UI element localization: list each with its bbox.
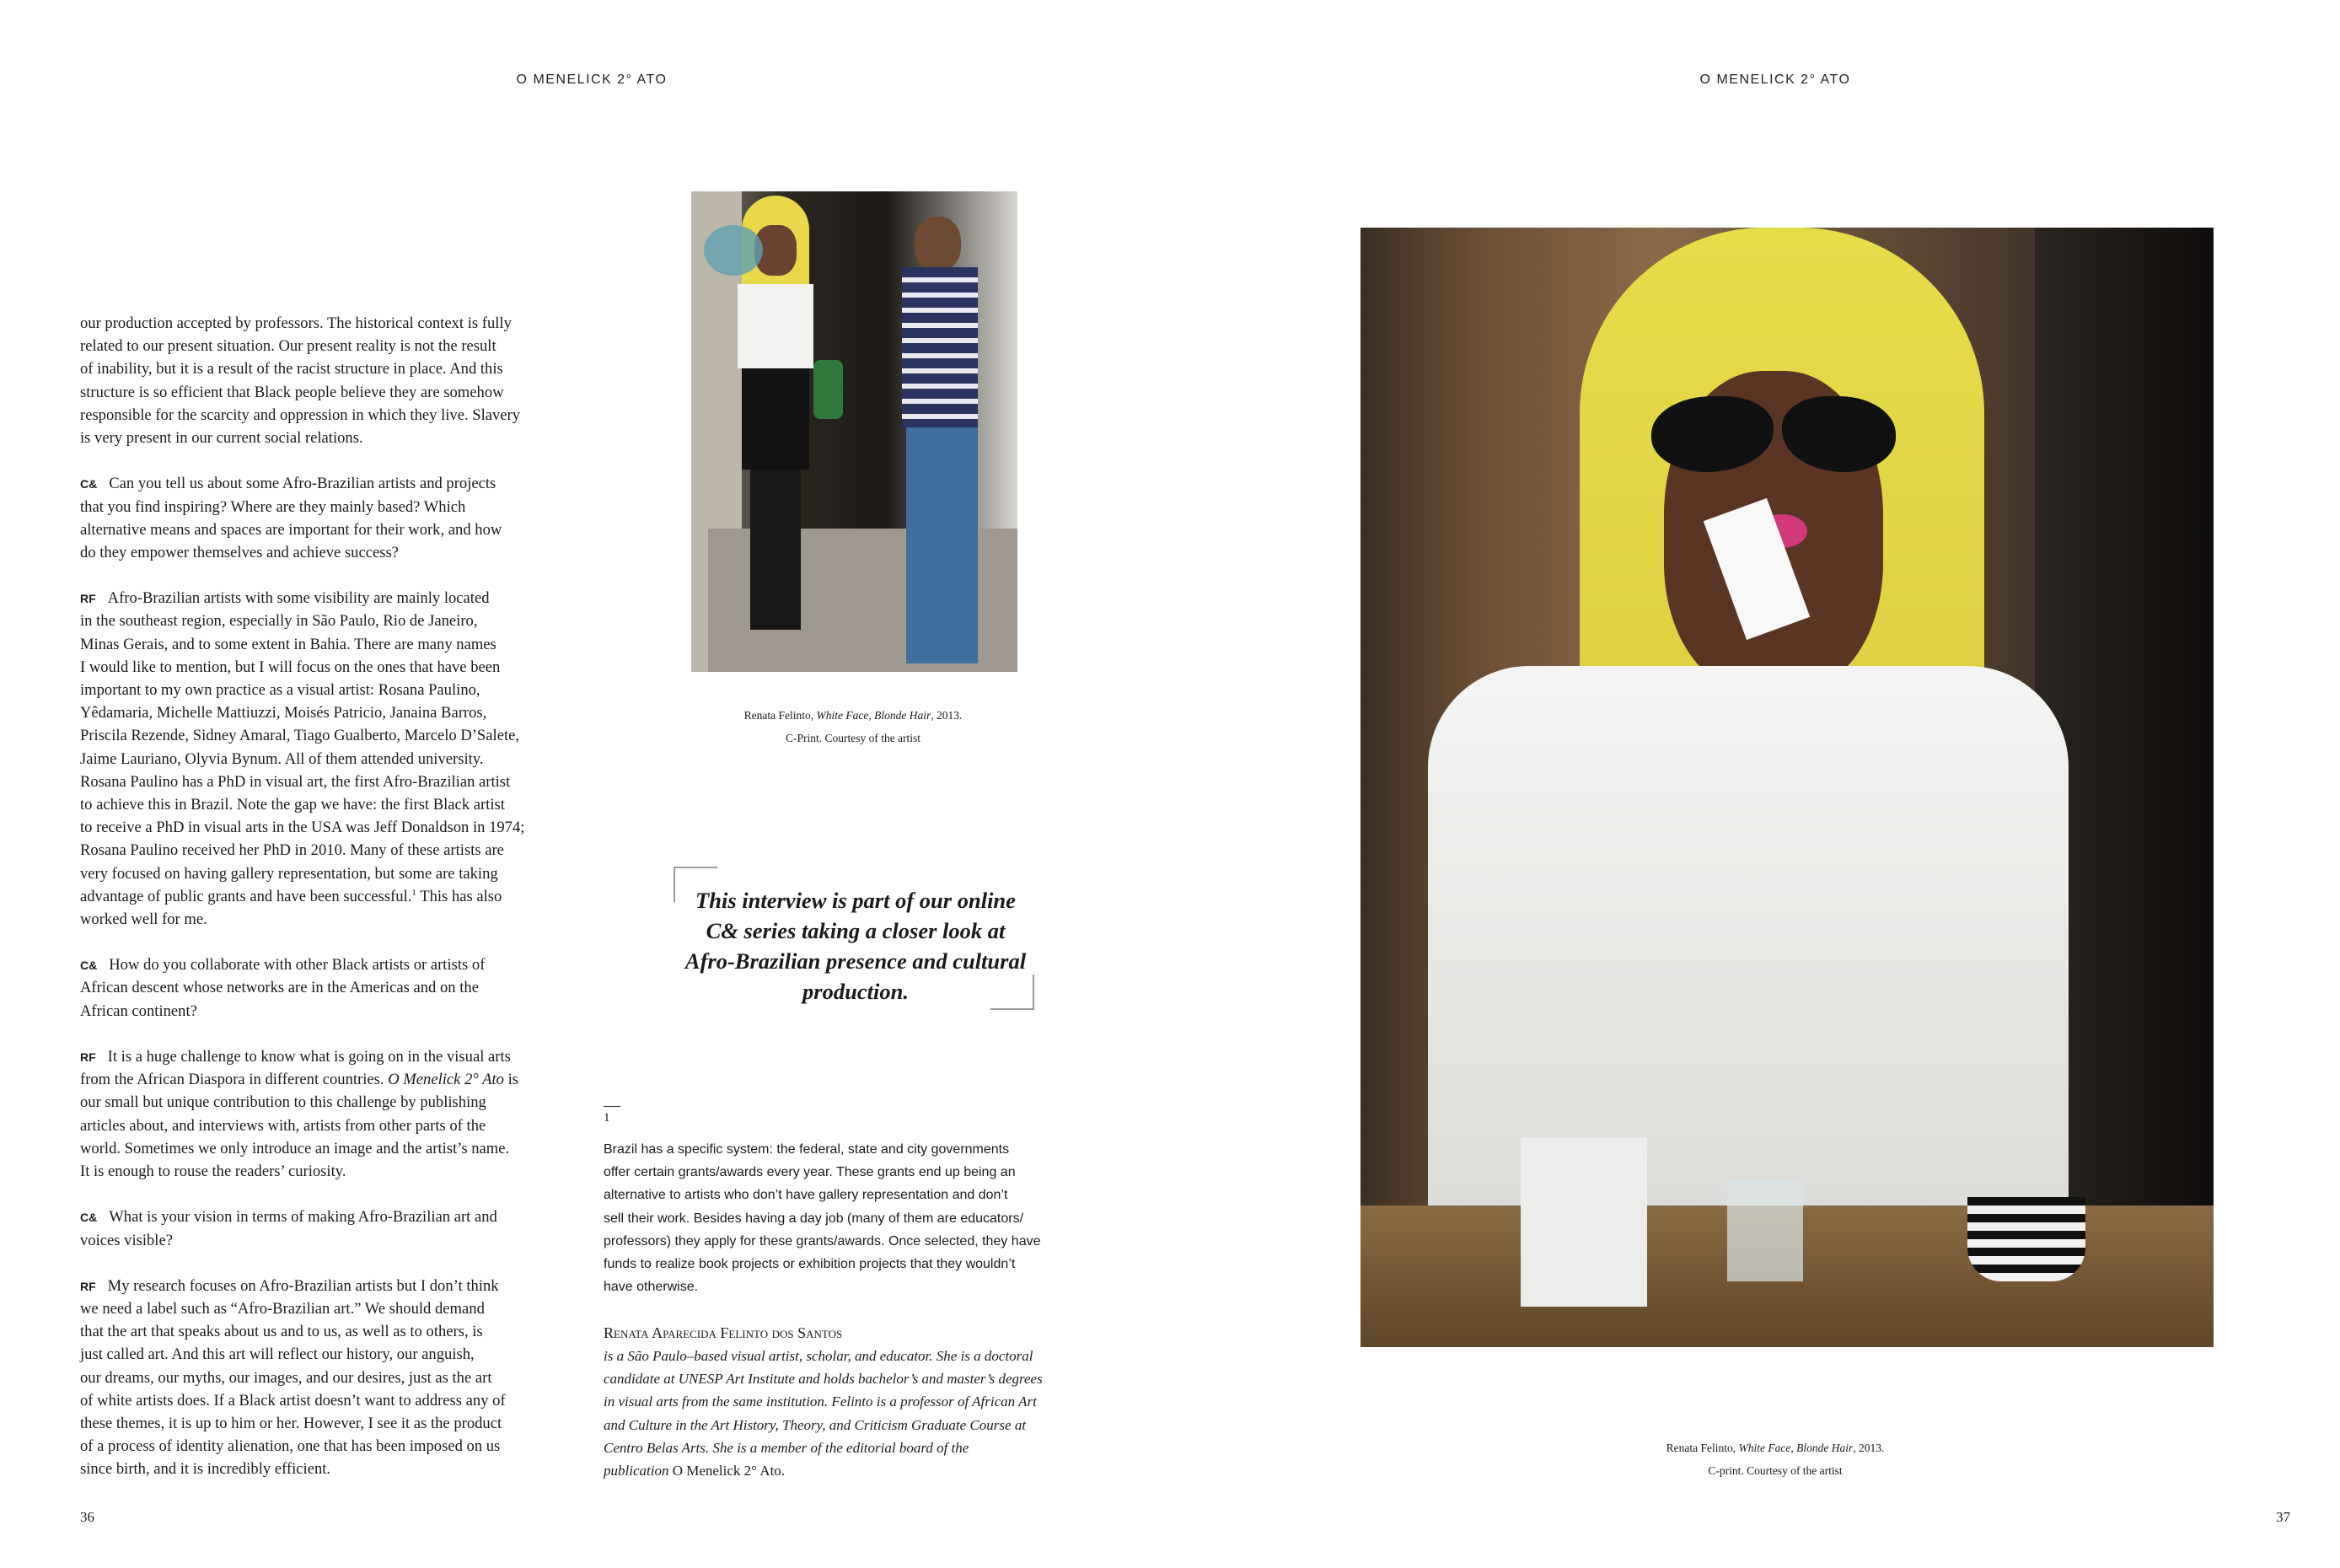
interview-block	[80, 1206, 524, 1251]
text-line	[80, 793, 524, 816]
text-line	[80, 496, 524, 518]
line-text: our production accepted by professors. The historical context is fully	[80, 314, 512, 332]
line-text: these themes, it is up to him or her. However, I see it as the product	[80, 1415, 502, 1432]
text-line	[80, 335, 524, 357]
line-text: Rosana Paulino received her PhD in 2010. Many of these artists are	[80, 841, 504, 860]
line-text: Minas Gerais, and to some extent in Bahia. There are many names	[80, 635, 496, 653]
text-line	[80, 816, 524, 839]
page-number-left: 36	[80, 1509, 94, 1525]
text-line	[80, 472, 524, 495]
line-text: that you find inspiring? Where are they mainly based? Which	[80, 497, 466, 516]
line-text: of a process of identity alienation, one that has been imposed on us	[80, 1437, 501, 1456]
text-line	[80, 1206, 524, 1228]
text-line	[80, 1320, 524, 1343]
text-line	[80, 953, 524, 976]
text-line	[80, 1091, 524, 1114]
line-text: funds to realize book projects or exhibition projects that they wouldn’t	[604, 1256, 1016, 1271]
text-line	[80, 1343, 524, 1366]
line-text: to achieve this in Brazil. Note the gap we have: the first Black artist	[80, 795, 505, 814]
caption-title: White Face, Blonde Hair	[816, 709, 931, 722]
line-text: It is a huge challenge to know what is going on in the visual arts	[107, 1048, 511, 1066]
text-line	[604, 1390, 1043, 1413]
footnote-rule	[604, 1106, 620, 1107]
text-line	[80, 1137, 524, 1160]
line-text: structure is so efficient that Black people believe they are somehow	[80, 383, 504, 401]
line-text: of white artists does. If a Black artist doesn’t want to address any of	[80, 1391, 506, 1410]
footnote-number: 1	[604, 1111, 610, 1125]
text-line	[80, 1367, 524, 1389]
text-line	[80, 1297, 524, 1320]
line-text: sell their work. Besides having a day job (many of them are educators/	[604, 1211, 1024, 1226]
text-line	[80, 885, 524, 908]
text-line	[80, 656, 524, 679]
line-text: Centro Belas Arts. She is a member of the editorial board of the	[604, 1439, 969, 1456]
text-line	[604, 1184, 1041, 1206]
text-line	[80, 1412, 524, 1435]
text-line	[80, 1160, 524, 1183]
text-line	[80, 976, 524, 999]
line-text: in visual arts from the same institution. Felinto is a professor of African Art	[604, 1393, 1037, 1410]
line-text: advantage of public grants and have been successful.	[80, 887, 412, 905]
line-text: worked well for me.	[80, 910, 207, 928]
line-text: alternative means and spaces are important for their work, and how	[80, 520, 502, 539]
caption-title: White Face, Blonde Hair	[1738, 1442, 1854, 1454]
line-text: of inability, but it is a result of the racist structure in place. And this	[80, 360, 503, 379]
text-line	[80, 1229, 524, 1252]
line-text: is a São Paulo–based visual artist, scholar, and educator. She is a doctoral	[604, 1348, 1033, 1364]
line-text: alternative to artists who don’t have gallery representation and don’t	[604, 1188, 1008, 1203]
line-text: publication	[604, 1462, 669, 1479]
quote-line: This interview is part of our online	[695, 888, 1016, 913]
speaker-label: C&	[80, 1211, 98, 1225]
line-text: have otherwise.	[604, 1280, 699, 1295]
quote-line: C& series taking a closer look at	[706, 918, 1006, 943]
text-line	[604, 1436, 1043, 1459]
line-text: Brazil has a specific system: the federal, state and city governments	[604, 1142, 1010, 1157]
caption-year: , 2013.	[1853, 1442, 1885, 1454]
line-text: This has also	[416, 887, 502, 905]
text-line	[80, 609, 524, 632]
line-text: My research focuses on Afro-Brazilian artists but I don’t think	[107, 1276, 499, 1295]
large-photo-caption	[1666, 1436, 1885, 1482]
line-text: offer certain grants/awards every year. These grants end up being an	[604, 1165, 1016, 1180]
text-line	[80, 1114, 524, 1137]
text-line	[604, 1367, 1043, 1390]
interview-column	[80, 312, 524, 1504]
bio-name: Renata Aparecida Felinto dos Santos	[604, 1324, 843, 1341]
interview-block	[80, 1275, 524, 1481]
large-photo	[1361, 228, 2214, 1347]
text-line	[80, 679, 524, 701]
text-line	[604, 1414, 1043, 1436]
line-text: we need a label such as “Afro-Brazilian art.” We should demand	[80, 1300, 485, 1318]
line-text: African continent?	[80, 1001, 197, 1020]
text-line	[80, 357, 524, 380]
interview-block	[80, 587, 524, 931]
text-line	[80, 771, 524, 793]
text-line	[80, 862, 524, 885]
line-text: O Menelick 2° Ato	[388, 1071, 504, 1089]
line-text: Jaime Lauriano, Olyvia Bynum. All of them attended university.	[80, 749, 484, 768]
page-number-right: 37	[2276, 1509, 2290, 1525]
line-text: and Culture in the Art History, Theory, and Criticism Graduate Course at	[604, 1416, 1027, 1433]
line-text: is very present in our current social relations.	[80, 428, 363, 447]
speaker-label: C&	[80, 959, 98, 973]
text-line	[80, 908, 524, 931]
text-line	[80, 518, 524, 541]
line-text: Yêdamaria, Michelle Mattiuzzi, Moisés Patricio, Janaina Barros,	[80, 704, 487, 722]
line-text: our small but unique contribution to this challenge by publishing	[80, 1093, 486, 1112]
text-line	[80, 1389, 524, 1412]
line-text: Afro-Brazilian artists with some visibility are mainly located	[107, 589, 490, 608]
interview-block	[80, 472, 524, 564]
caption-year: , 2013.	[931, 709, 963, 722]
line-text: O Menelick 2° Ato.	[668, 1462, 786, 1479]
line-text: is	[503, 1071, 519, 1089]
line-text: since birth, and it is incredibly efficient.	[80, 1460, 331, 1479]
text-line	[80, 312, 524, 335]
quote-line: Afro-Brazilian presence and cultural	[684, 948, 1027, 974]
line-text: voices visible?	[80, 1231, 173, 1249]
line-text: Can you tell us about some Afro-Brazilian artists and projects	[109, 475, 496, 493]
text-line	[604, 1207, 1041, 1230]
text-line	[80, 1435, 524, 1458]
text-line	[80, 1458, 524, 1480]
line-text: world. Sometimes we only introduce an image and the artist’s name.	[80, 1139, 510, 1157]
running-head-left: O MENELICK 2° ATO	[516, 72, 668, 87]
caption-credit: C-Print. Courtesy of the artist	[785, 732, 921, 744]
footnote	[604, 1138, 1041, 1298]
text-line	[80, 1000, 524, 1023]
text-line	[604, 1253, 1041, 1275]
text-line	[80, 839, 524, 862]
speaker-label: RF	[80, 1279, 96, 1293]
text-line	[80, 701, 524, 724]
line-text: to receive a PhD in visual arts in the USA was Jeff Donaldson in 1974;	[80, 819, 525, 837]
line-text: just called art. And this art will reflect our history, our anguish,	[80, 1345, 475, 1364]
line-text: our dreams, our myths, our images, and our desires, just as the art	[80, 1368, 492, 1387]
line-text: related to our present situation. Our present reality is not the result	[80, 337, 496, 356]
line-text: How do you collaborate with other Black artists or artists of	[109, 956, 486, 975]
line-text: Priscila Rezende, Sidney Amaral, Tiago Gualberto, Marcelo D’Salete,	[80, 727, 520, 745]
line-text: from the African Diaspora in different countries.	[80, 1071, 389, 1089]
text-line	[604, 1138, 1041, 1161]
running-head-right: O MENELICK 2° ATO	[1699, 72, 1851, 87]
author-bio	[604, 1322, 1043, 1482]
line-text: very focused on having gallery representation, but some are taking	[80, 864, 498, 883]
quote-line: production.	[802, 979, 909, 1004]
text-line	[80, 381, 524, 404]
footnote-ref: 1	[411, 887, 416, 898]
line-text: responsible for the scarcity and oppression in which they live. Slavery	[80, 405, 521, 424]
caption-credit: C-print. Courtesy of the artist	[1708, 1464, 1843, 1477]
pull-quote	[674, 885, 1037, 1007]
line-text: It is enough to rouse the readers’ curiosity.	[80, 1162, 346, 1180]
text-line	[80, 427, 524, 449]
line-text: professors) they apply for these grants/awards. Once selected, they have	[604, 1233, 1041, 1248]
interview-block	[80, 312, 524, 449]
text-line	[80, 404, 524, 427]
text-line	[80, 1275, 524, 1297]
line-text: in the southeast region, especially in São Paulo, Rio de Janeiro,	[80, 612, 478, 631]
text-line	[80, 587, 524, 609]
speaker-label: RF	[80, 592, 96, 606]
text-line	[604, 1161, 1041, 1184]
text-line	[604, 1275, 1041, 1298]
line-text: that the art that speaks about us and to us, as well as to others, is	[80, 1323, 483, 1341]
line-text: candidate at UNESP Art Institute and holds bachelor’s and master’s degrees	[604, 1371, 1043, 1388]
line-text: important to my own practice as a visual artist: Rosana Paulino,	[80, 681, 480, 699]
text-line	[604, 1459, 1043, 1482]
small-photo-caption	[744, 704, 963, 749]
text-line	[80, 1068, 524, 1091]
caption-artist: Renata Felinto,	[743, 709, 817, 722]
speaker-label: RF	[80, 1050, 96, 1064]
text-line	[604, 1345, 1043, 1367]
text-line	[604, 1230, 1041, 1253]
speaker-label: C&	[80, 477, 98, 491]
text-line	[80, 633, 524, 656]
line-text: I would like to mention, but I will focus on the ones that have been	[80, 658, 501, 676]
text-line	[80, 541, 524, 564]
text-line	[80, 748, 524, 771]
text-line	[80, 724, 524, 747]
line-text: What is your vision in terms of making Afro-Brazilian art and	[109, 1208, 497, 1227]
small-photo	[691, 191, 1017, 672]
text-line	[80, 1045, 524, 1068]
line-text: articles about, and interviews with, artists from other parts of the	[80, 1116, 486, 1135]
interview-block	[80, 1045, 524, 1183]
line-text: do they empower themselves and achieve success?	[80, 543, 399, 561]
line-text: African descent whose networks are in the Americas and on the	[80, 979, 479, 997]
line-text: Rosana Paulino has a PhD in visual art, the first Afro-Brazilian artist	[80, 772, 511, 791]
caption-artist: Renata Felinto,	[1666, 1442, 1739, 1454]
interview-block	[80, 953, 524, 1023]
